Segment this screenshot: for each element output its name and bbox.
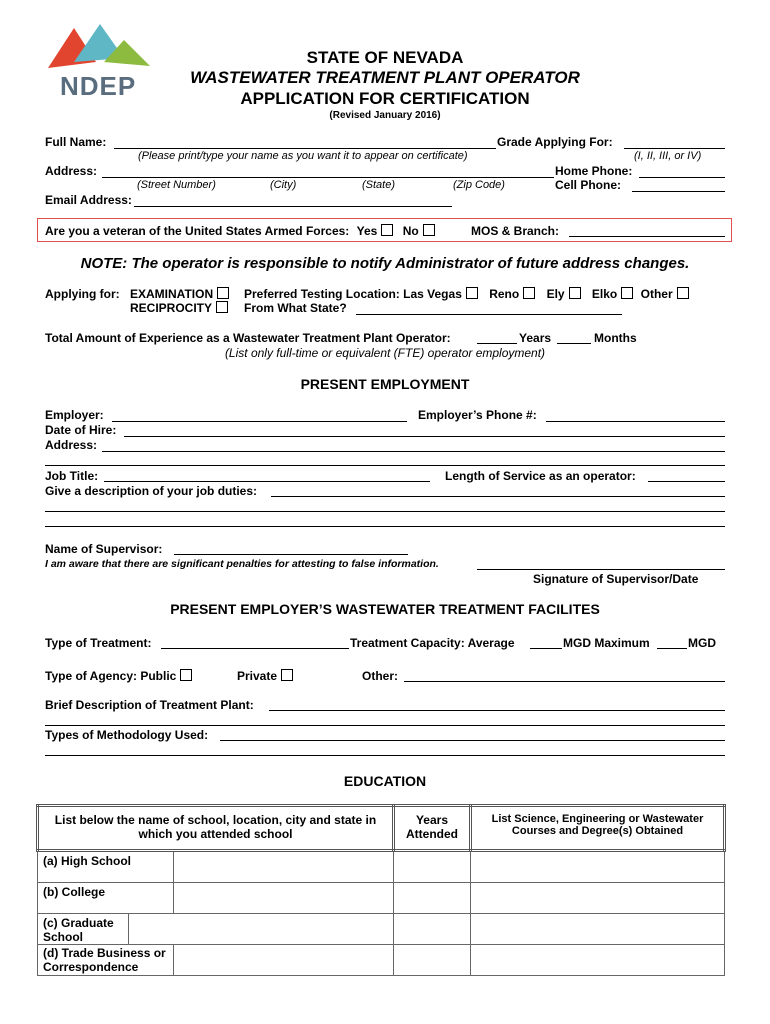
full-name-field[interactable] (114, 148, 496, 149)
high-school-courses-cell[interactable] (471, 851, 725, 883)
testing-location-label: Preferred Testing Location: (244, 287, 400, 301)
methodology-label: Types of Methodology Used: (45, 728, 209, 742)
school-column-header: List below the name of school, location, city and state in which you attended school (38, 806, 394, 851)
reciprocity-option (130, 301, 228, 315)
state-hint: (State) (362, 179, 396, 191)
examination-label: EXAMINATION (130, 287, 214, 301)
experience-years-label: Years (519, 331, 552, 345)
grade-label: Grade Applying For: (497, 135, 613, 149)
veteran-yes-label: Yes (356, 224, 378, 238)
employer-address-field-2[interactable] (45, 465, 725, 466)
mgd-max-label: MGD Maximum (563, 636, 650, 650)
location-ely-checkbox[interactable] (569, 287, 581, 299)
plant-description-field[interactable] (269, 710, 725, 711)
location-las-vegas-checkbox[interactable] (466, 287, 478, 299)
service-length-label: Length of Service as an operator: (445, 469, 636, 483)
education-table (36, 804, 726, 976)
location-reno-label: Reno (489, 287, 520, 301)
attest-statement: I am aware that there are significant penalties for attesting to false information. (45, 558, 439, 570)
agency-private-checkbox[interactable] (281, 669, 293, 681)
graduate-name-cell[interactable] (174, 914, 393, 944)
supervisor-signature-field[interactable] (477, 569, 725, 570)
service-length-field[interactable] (648, 481, 725, 482)
from-state-field[interactable] (356, 314, 622, 315)
plant-description-field-2[interactable] (45, 725, 725, 726)
veteran-yes-checkbox[interactable] (381, 224, 393, 236)
full-name-label: Full Name: (45, 135, 107, 149)
plant-description-label: Brief Description of Treatment Plant: (45, 698, 254, 712)
location-other-checkbox[interactable] (677, 287, 689, 299)
methodology-field-2[interactable] (45, 755, 725, 756)
duties-field-2[interactable] (45, 511, 725, 512)
table-row (38, 914, 725, 945)
row-label-trade: (d) Trade Business or Correspondence (38, 945, 174, 975)
agency-private-label: Private (237, 669, 278, 683)
agency-public-label: Type of Agency: Public (45, 669, 177, 683)
education-title: EDUCATION (343, 773, 427, 789)
header-title: WASTEWATER TREATMENT PLANT OPERATOR (190, 68, 580, 87)
treatment-type-field[interactable] (161, 648, 349, 649)
location-las-vegas-label: Las Vegas (403, 287, 462, 301)
address-change-note: NOTE: The operator is responsible to notify Administrator of future address changes. (80, 255, 690, 272)
capacity-max-field[interactable] (657, 648, 687, 649)
experience-label: Total Amount of Experience as a Wastewater Treatment Plant Operator: (45, 331, 451, 345)
mos-label: MOS & Branch: (471, 224, 560, 238)
header-revised: (Revised January 2016) (329, 110, 441, 121)
trade-name-cell[interactable] (174, 945, 393, 975)
grade-field[interactable] (624, 148, 725, 149)
location-reno-checkbox[interactable] (523, 287, 535, 299)
duties-field[interactable] (271, 496, 725, 497)
veteran-no-label: No (402, 224, 419, 238)
hire-date-label: Date of Hire: (45, 423, 117, 437)
row-label-high-school: (a) High School (38, 852, 174, 882)
trade-courses-cell[interactable] (471, 945, 725, 976)
duties-field-3[interactable] (45, 526, 725, 527)
row-label-graduate: (c) Graduate School (38, 914, 129, 944)
street-hint: (Street Number) (137, 179, 216, 191)
agency-public-option (45, 669, 192, 683)
reciprocity-checkbox[interactable] (216, 301, 228, 313)
experience-months-field[interactable] (557, 343, 591, 344)
high-school-years-cell[interactable] (394, 851, 471, 883)
table-row (38, 851, 725, 883)
experience-months-label: Months (594, 331, 637, 345)
grade-hint: (I, II, III, or IV) (634, 150, 702, 162)
employer-phone-label: Employer’s Phone #: (418, 408, 537, 422)
employer-label: Employer: (45, 408, 104, 422)
agency-other-field[interactable] (404, 681, 725, 682)
college-name-cell[interactable] (174, 883, 393, 913)
header-subtitle: APPLICATION FOR CERTIFICATION (240, 89, 530, 108)
agency-private-option (237, 669, 293, 683)
courses-column-header: List Science, Engineering or Wastewater Courses and Degree(s) Obtained (471, 806, 725, 851)
graduate-years-cell[interactable] (394, 914, 471, 945)
agency-other-label: Other: (362, 669, 398, 683)
table-row (38, 883, 725, 914)
city-hint: (City) (270, 179, 297, 191)
high-school-name-cell[interactable] (174, 852, 393, 882)
mos-field[interactable] (569, 236, 725, 237)
table-row (38, 945, 725, 976)
supervisor-label: Name of Supervisor: (45, 542, 163, 556)
employer-phone-field[interactable] (546, 421, 725, 422)
experience-years-field[interactable] (477, 343, 517, 344)
veteran-no-checkbox[interactable] (423, 224, 435, 236)
veteran-question-text: Are you a veteran of the United States Armed Forces: (45, 224, 350, 238)
employer-field[interactable] (112, 421, 407, 422)
row-label-college: (b) College (38, 883, 174, 913)
location-ely-label: Ely (546, 287, 565, 301)
home-phone-label: Home Phone: (555, 164, 633, 178)
full-name-hint: (Please print/type your name as you want it to appear on certificate) (138, 150, 468, 162)
email-label: Email Address: (45, 193, 132, 207)
trade-years-cell[interactable] (394, 945, 471, 976)
education-header-row (38, 806, 725, 851)
graduate-courses-cell[interactable] (471, 914, 725, 945)
agency-public-checkbox[interactable] (180, 669, 192, 681)
mgd-label: MGD (688, 636, 716, 650)
employment-title: PRESENT EMPLOYMENT (300, 376, 470, 392)
treatment-type-label: Type of Treatment: (45, 636, 152, 650)
college-courses-cell[interactable] (471, 883, 725, 914)
cell-phone-label: Cell Phone: (555, 178, 622, 192)
from-state-label: From What State? (244, 301, 347, 315)
job-title-field[interactable] (104, 481, 430, 482)
home-phone-field[interactable] (639, 177, 725, 178)
address-label: Address: (45, 164, 98, 178)
location-other-label: Other (640, 287, 673, 301)
facilities-title: PRESENT EMPLOYER’S WASTEWATER TREATMENT FACILITES (170, 601, 600, 617)
hire-date-field[interactable] (124, 436, 725, 437)
job-title-label: Job Title: (45, 469, 99, 483)
examination-checkbox[interactable] (217, 287, 229, 299)
signature-label: Signature of Supervisor/Date (533, 572, 699, 586)
veteran-question (45, 224, 435, 238)
header-state: STATE OF NEVADA (306, 48, 464, 67)
experience-hint: (List only full-time or equivalent (FTE) operator employment) (224, 346, 546, 360)
applying-for-label: Applying for: (45, 287, 120, 301)
methodology-field[interactable] (220, 740, 725, 741)
logo-text: NDEP (60, 71, 137, 101)
location-elko-checkbox[interactable] (621, 287, 633, 299)
examination-option (130, 287, 229, 301)
capacity-label: Treatment Capacity: Average (350, 636, 515, 650)
college-years-cell[interactable] (394, 883, 471, 914)
location-elko-label: Elko (591, 287, 618, 301)
reciprocity-label: RECIPROCITY (130, 301, 213, 315)
duties-label: Give a description of your job duties: (45, 484, 258, 498)
testing-location-row (244, 287, 689, 301)
zip-hint: (Zip Code) (453, 179, 505, 191)
years-column-header: Years Attended (394, 806, 471, 851)
cell-phone-field[interactable] (632, 191, 725, 192)
email-field[interactable] (134, 206, 452, 207)
supervisor-field[interactable] (174, 554, 408, 555)
employer-address-label: Address: (45, 438, 98, 452)
capacity-average-field[interactable] (530, 648, 562, 649)
address-field[interactable] (102, 177, 554, 178)
employer-address-field[interactable] (102, 451, 725, 452)
